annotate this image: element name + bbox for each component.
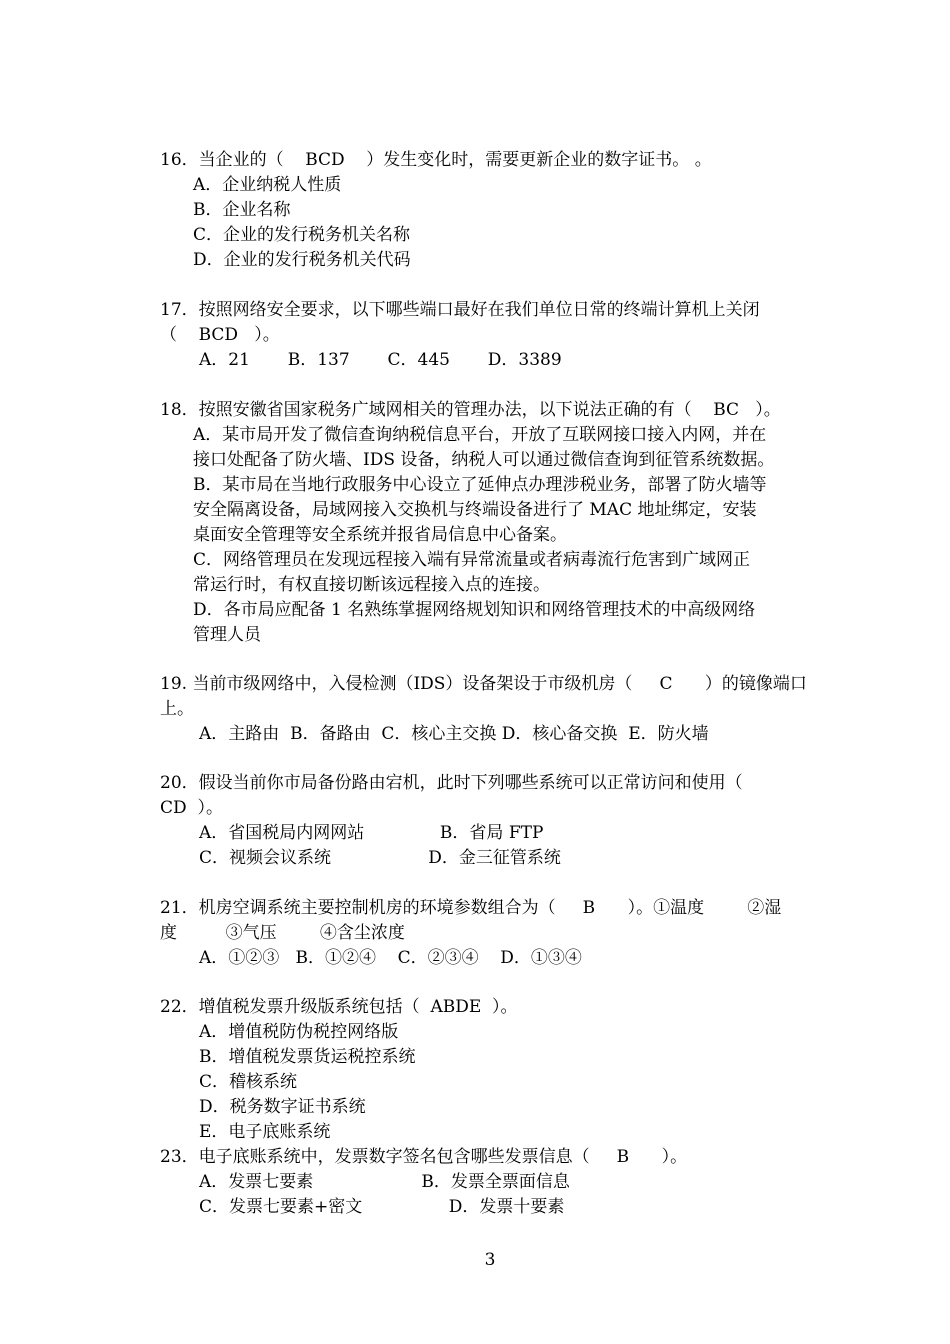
option-c: C．企业的发行税务机关名称 xyxy=(193,225,411,245)
question-stem: 18．按照安徽省国家税务广域网相关的管理办法，以下说法正确的有（ BC ）。 xyxy=(160,400,781,420)
question-stem-cont: CD ）。 xyxy=(160,798,223,818)
option-a-cont: 接口处配备了防火墙、IDS 设备，纳税人可以通过微信查询到征管系统数据。 xyxy=(193,450,775,470)
question-stem-cont: 上。 xyxy=(160,699,194,719)
question-stem-cont: 度 ③气压 ④含尘浓度 xyxy=(160,923,405,943)
options-row: A．①②③ B．①②④ C．②③④ D．①③④ xyxy=(199,948,582,968)
page-number: 3 xyxy=(484,1250,496,1270)
question-stem-cont: （ BCD ）。 xyxy=(160,325,280,345)
option-e: E．电子底账系统 xyxy=(199,1122,331,1142)
question-stem: 21．机房空调系统主要控制机房的环境参数组合为（ B ）。①温度 ②湿 xyxy=(160,898,782,918)
option-b: B．增值税发票货运税控系统 xyxy=(199,1047,416,1067)
options-row: A．发票七要素 B．发票全票面信息 xyxy=(199,1172,570,1192)
option-b: B．某市局在当地行政服务中心设立了延伸点办理涉税业务，部署了防火墙等 xyxy=(193,475,767,495)
question-stem: 20．假设当前你市局备份路由宕机，此时下列哪些系统可以正常访问和使用（ xyxy=(160,773,743,793)
option-c: C．网络管理员在发现远程接入端有异常流量或者病毒流行危害到广域网正 xyxy=(193,550,751,570)
question-stem: 17．按照网络安全要求，以下哪些端口最好在我们单位日常的终端计算机上关闭 xyxy=(160,300,760,320)
question-stem: 23．电子底账系统中，发票数字签名包含哪些发票信息（ B ）。 xyxy=(160,1147,688,1167)
option-a: A．增值税防伪税控网络版 xyxy=(199,1022,399,1042)
option-d: D．企业的发行税务机关代码 xyxy=(193,250,411,270)
option-a: A．某市局开发了微信查询纳税信息平台，开放了互联网接口接入内网，并在 xyxy=(193,425,767,445)
option-c: C．稽核系统 xyxy=(199,1072,298,1092)
option-c-cont: 常运行时，有权直接切断该远程接入点的连接。 xyxy=(193,575,550,595)
option-d: D．各市局应配备 1 名熟练掌握网络规划知识和网络管理技术的中高级网络 xyxy=(193,600,756,620)
option-b-cont: 安全隔离设备，局域网接入交换机与终端设备进行了 MAC 地址绑定，安装 xyxy=(193,500,757,520)
option-b: B．企业名称 xyxy=(193,200,291,220)
option-a: A．企业纳税人性质 xyxy=(193,175,342,195)
options-row: C．视频会议系统 D．金三征管系统 xyxy=(199,848,561,868)
question-stem: 19. 当前市级网络中，入侵检测（IDS）设备架设于市级机房（ C ）的镜像端口 xyxy=(160,674,807,694)
option-d: D．税务数字证书系统 xyxy=(199,1097,366,1117)
option-b-cont: 桌面安全管理等安全系统并报省局信息中心备案。 xyxy=(193,525,567,545)
options-row: A．省国税局内网网站 B．省局 FTP xyxy=(199,823,544,843)
options-row: C．发票七要素+密文 D．发票十要素 xyxy=(199,1197,565,1217)
question-stem: 22．增值税发票升级版系统包括（ ABDE ）。 xyxy=(160,997,518,1017)
option-d-cont: 管理人员 xyxy=(193,625,261,645)
question-stem: 16．当企业的（ BCD ）发生变化时，需要更新企业的数字证书。 。 xyxy=(160,150,712,170)
options-row: A．21 B．137 C．445 D．3389 xyxy=(199,350,562,370)
options-row: A．主路由 B．备路由 C．核心主交换 D．核心备交换 E．防火墙 xyxy=(199,724,709,744)
